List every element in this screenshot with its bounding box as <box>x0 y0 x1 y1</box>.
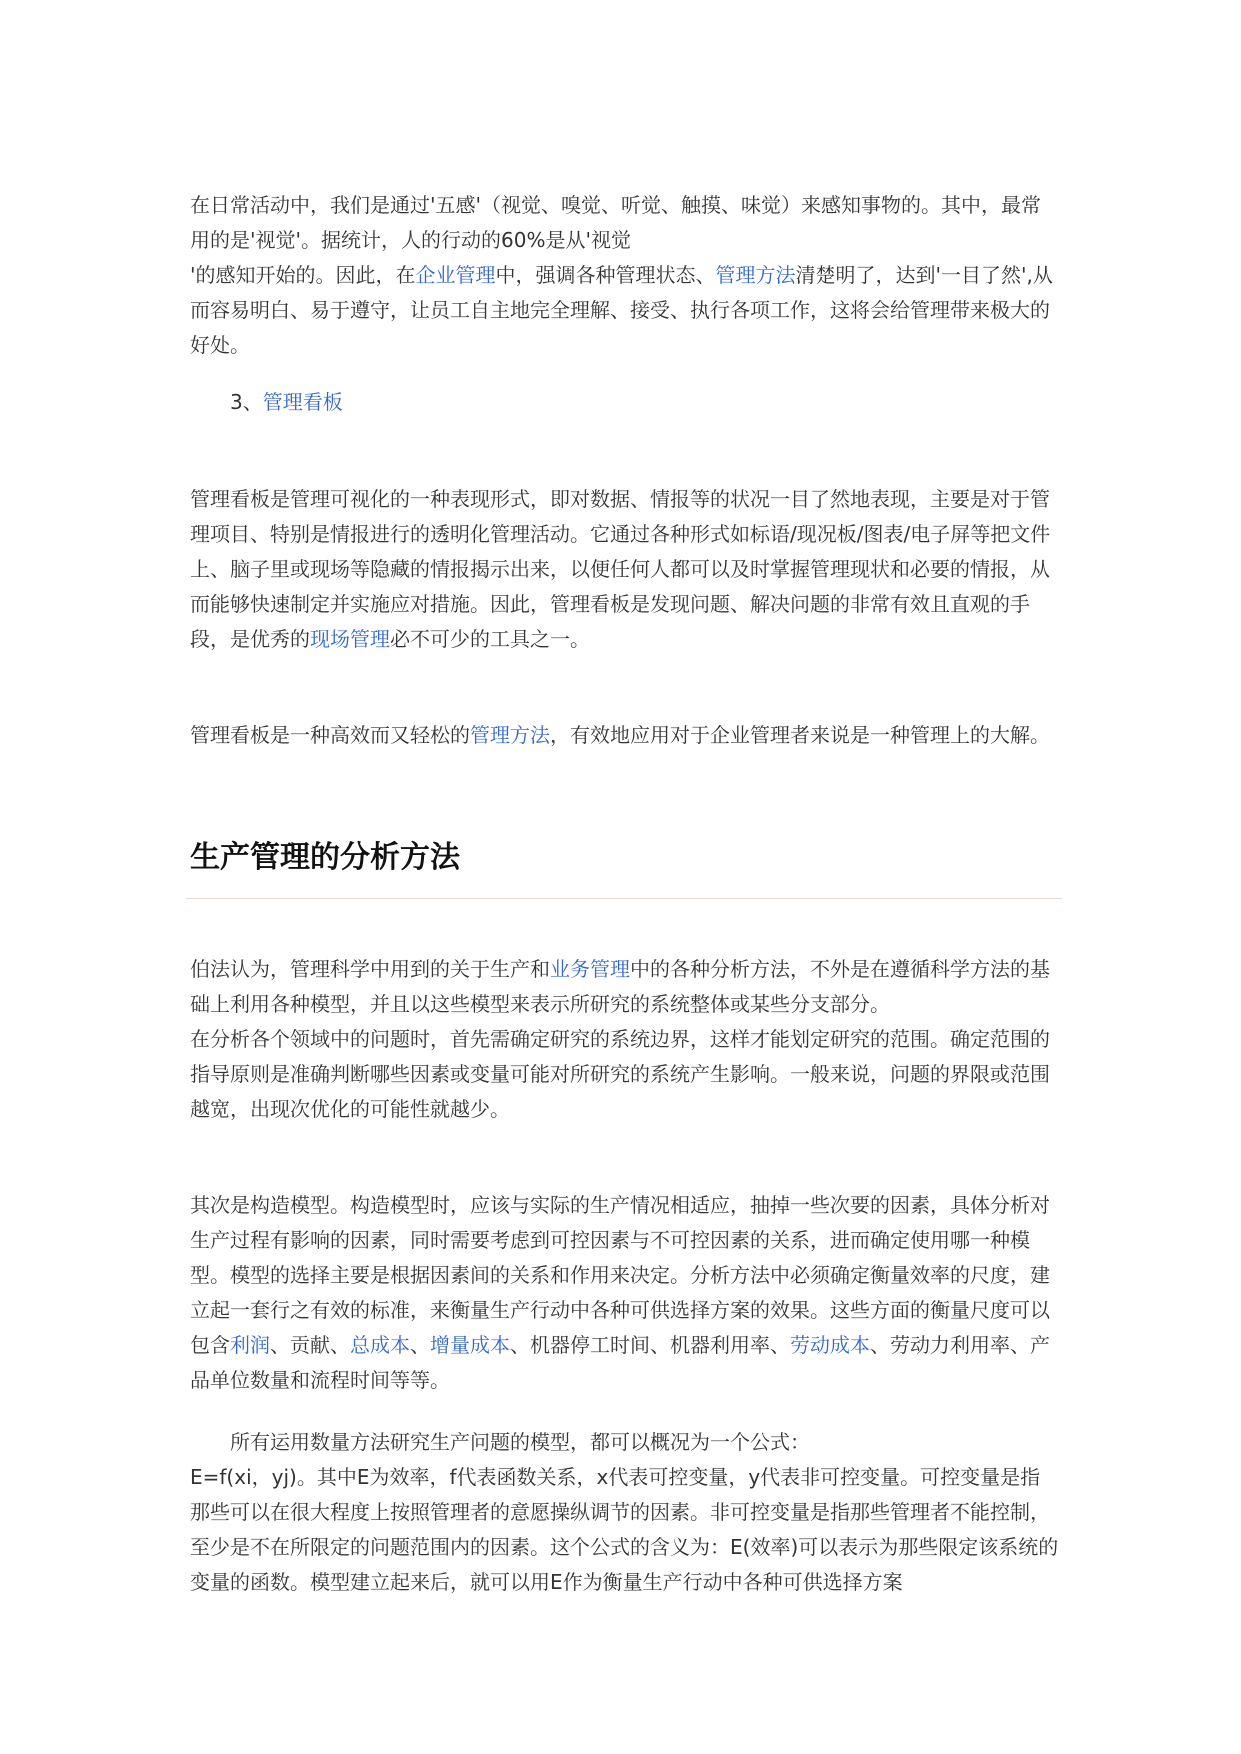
paragraph-model-building: 其次是构造模型。构造模型时，应该与实际的生产情况相适应，抽掉一些次要的因素，具体分析对生产过程有影响的因素，同时需要考虑到可控因素与不可控因素的关系，进而确定使用哪一种模型。模型的选择主要是根据因素间的关系和作用来决定。分析方法中必须确定衡量效率的尺度，建立起一套行之有效的标准，来衡量生产行动中各种可供选择方案的效果。这些方面的衡量尺度可以包含利润、贡献、总成本、增量成本、机器停工时间、机器利用率、劳动成本、劳动力利用率、产品单位数量和流程时间等等。 <box>190 1193 1050 1392</box>
link-incremental-cost[interactable]: 增量成本 <box>430 1333 510 1357</box>
link-management-method[interactable]: 管理方法 <box>715 263 796 287</box>
link-management-kanban[interactable]: 管理看板 <box>262 390 343 414</box>
paragraph-formula: 所有运用数量方法研究生产问题的模型，都可以概况为一个公式： E=f(xi，yj)。其中E为效率，f代表函数关系，x代表可控变量，y代表非可控变量。可控变量是指那些可以在很大程度上按照管理者的意愿操纵调节的因素。非可控变量是指那些管理者不能控制，至少是不在所限定的问题范围内的因素。这个公式的含义为：E(效率)可以表示为那些限定该系统的变量的函数。模型建立起来后，就可以用E作为衡量生产行动中各种可供选择方案 <box>190 1430 1059 1594</box>
link-profit[interactable]: 利润 <box>230 1333 270 1357</box>
link-total-cost[interactable]: 总成本 <box>350 1333 410 1357</box>
link-enterprise-management[interactable]: 企业管理 <box>415 263 496 287</box>
paragraph-kanban-efficient: 管理看板是一种高效而又轻松的管理方法，有效地应用对于企业管理者来说是一种管理上的大解。 <box>190 723 1050 747</box>
paragraph-kanban-definition: 管理看板是管理可视化的一种表现形式，即对数据、情报等的状况一目了然地表现，主要是对于管理项目、特别是情报进行的透明化管理活动。它通过各种形式如标语/现况板/图表/电子屏等把文件上、脑子里或现场等隐藏的情报揭示出来，以便任何人都可以及时掌握管理现状和必要的情报，从而能够快速制定并实施应对措施。因此，管理看板是发现问题、解决问题的非常有效且直观的手段，是优秀的现场管理必不可少的工具之一。 <box>190 487 1051 651</box>
paragraph-visual-management: 在日常活动中，我们是通过'五感'（视觉、嗅觉、听觉、触摸、味觉）来感知事物的。其中，最常用的是'视觉'。据统计，人的行动的60%是从'视觉 '的感知开始的。因此，在企业管理中，强调各种管理状态、管理方法清楚明了，达到'一目了然',从而容易明白、易于遵守，让员工自主地完全理解、接受、执行各项工作，这将会给管理带来极大的好处。 <box>190 193 1053 357</box>
heading-divider <box>186 898 1062 899</box>
paragraph-analysis-methods: 伯法认为，管理科学中用到的关于生产和业务管理中的各种分析方法，不外是在遵循科学方法的基础上利用各种模型，并且以这些模型来表示所研究的系统整体或某些分支部分。 在分析各个领域中的问题时，首先需确定研究的系统边界，这样才能划定研究的范围。确定范围的指导原则是准确判断哪些因素或变量可能对所研究的系统产生影响。一般来说，问题的界限或范围越宽，出现次优化的可能性就越少。 <box>190 957 1050 1121</box>
section-heading: 生产管理的分析方法 <box>190 840 460 875</box>
list-item-3 <box>230 385 1100 420</box>
list-item-number: 3、 <box>230 390 263 414</box>
link-business-management[interactable]: 业务管理 <box>550 957 630 981</box>
link-field-management[interactable]: 现场管理 <box>310 627 390 651</box>
link-management-method-2[interactable]: 管理方法 <box>470 723 550 747</box>
link-labor-cost[interactable]: 劳动成本 <box>790 1333 870 1357</box>
